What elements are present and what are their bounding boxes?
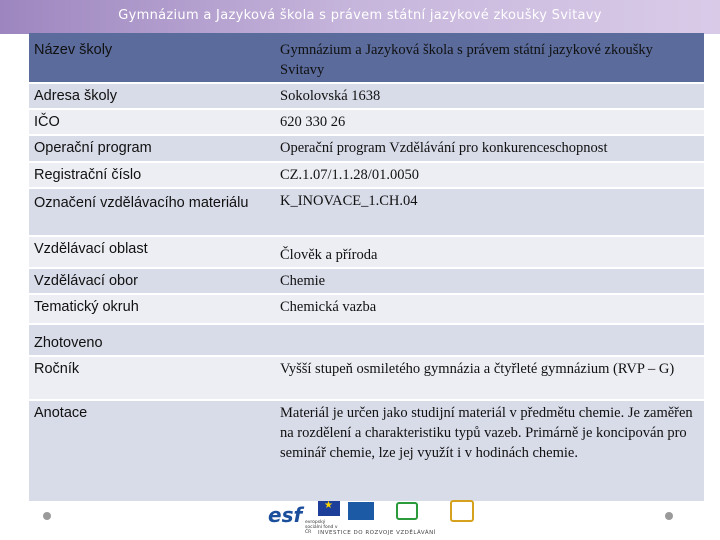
eu-flag-icon bbox=[318, 501, 340, 516]
school-info-table bbox=[29, 33, 704, 503]
funding-logos bbox=[268, 500, 483, 540]
esf-logo-text: evropský sociální fond v ČR bbox=[305, 520, 338, 535]
esf-logo: esf bbox=[268, 503, 303, 527]
row-value: CZ.1.07/1.1.28/01.0050 bbox=[275, 162, 704, 188]
table-row bbox=[29, 109, 704, 135]
row-value: Sokolovská 1638 bbox=[275, 83, 704, 109]
row-label: Anotace bbox=[29, 400, 275, 502]
row-label: Vzdělávací obor bbox=[29, 268, 275, 294]
row-value: Chemie bbox=[275, 268, 704, 294]
table-row bbox=[29, 400, 704, 502]
row-value: 620 330 26 bbox=[275, 109, 704, 135]
school-logo bbox=[450, 500, 474, 522]
row-label: Zhotoveno bbox=[29, 324, 275, 356]
row-label: Vzdělávací oblast bbox=[29, 236, 275, 268]
row-value: Gymnázium a Jazyková škola s právem státní jazykové zkoušky Svitavy bbox=[275, 33, 704, 83]
row-value: Chemická vazba bbox=[275, 294, 704, 324]
row-value: K_INOVACE_1.CH.04 bbox=[275, 188, 704, 236]
table-row bbox=[29, 188, 704, 236]
table-row bbox=[29, 294, 704, 324]
row-label: Registrační číslo bbox=[29, 162, 275, 188]
opvk-logo bbox=[396, 502, 418, 520]
row-value: Člověk a příroda bbox=[275, 236, 704, 268]
row-value: Operační program Vzdělávání pro konkurenceschopnost bbox=[275, 135, 704, 162]
page-title: Gymnázium a Jazyková škola s právem státní jazykové zkoušky Svitavy bbox=[118, 8, 602, 23]
table-row bbox=[29, 33, 704, 83]
bullet-right-icon bbox=[665, 512, 673, 520]
row-label: Název školy bbox=[29, 33, 275, 83]
row-label: Tematický okruh bbox=[29, 294, 275, 324]
row-value: Materiál je určen jako studijní materiál v předmětu chemie. Je zaměřen na rozdělení a charakteristiku typů vazeb. Primárně je koncipován pro seminář chemie, lze jej využít i v hodinách chemie. bbox=[275, 400, 704, 502]
bullet-left-icon bbox=[43, 512, 51, 520]
row-value bbox=[275, 324, 704, 356]
table-row bbox=[29, 324, 704, 356]
table-row bbox=[29, 83, 704, 109]
row-label: IČO bbox=[29, 109, 275, 135]
row-label: Operační program bbox=[29, 135, 275, 162]
table-row bbox=[29, 268, 704, 294]
row-label: Ročník bbox=[29, 356, 275, 400]
table-row bbox=[29, 162, 704, 188]
table-row bbox=[29, 236, 704, 268]
logos-caption: INVESTICE DO ROZVOJE VZDĚLÁVÁNÍ bbox=[318, 530, 436, 536]
row-label: Označení vzdělávacího materiálu bbox=[29, 188, 275, 236]
table-row bbox=[29, 356, 704, 400]
msmt-logo bbox=[348, 502, 374, 520]
table-row bbox=[29, 135, 704, 162]
row-label: Adresa školy bbox=[29, 83, 275, 109]
row-value: Vyšší stupeň osmiletého gymnázia a čtyřleté gymnázium (RVP – G) bbox=[275, 356, 704, 400]
